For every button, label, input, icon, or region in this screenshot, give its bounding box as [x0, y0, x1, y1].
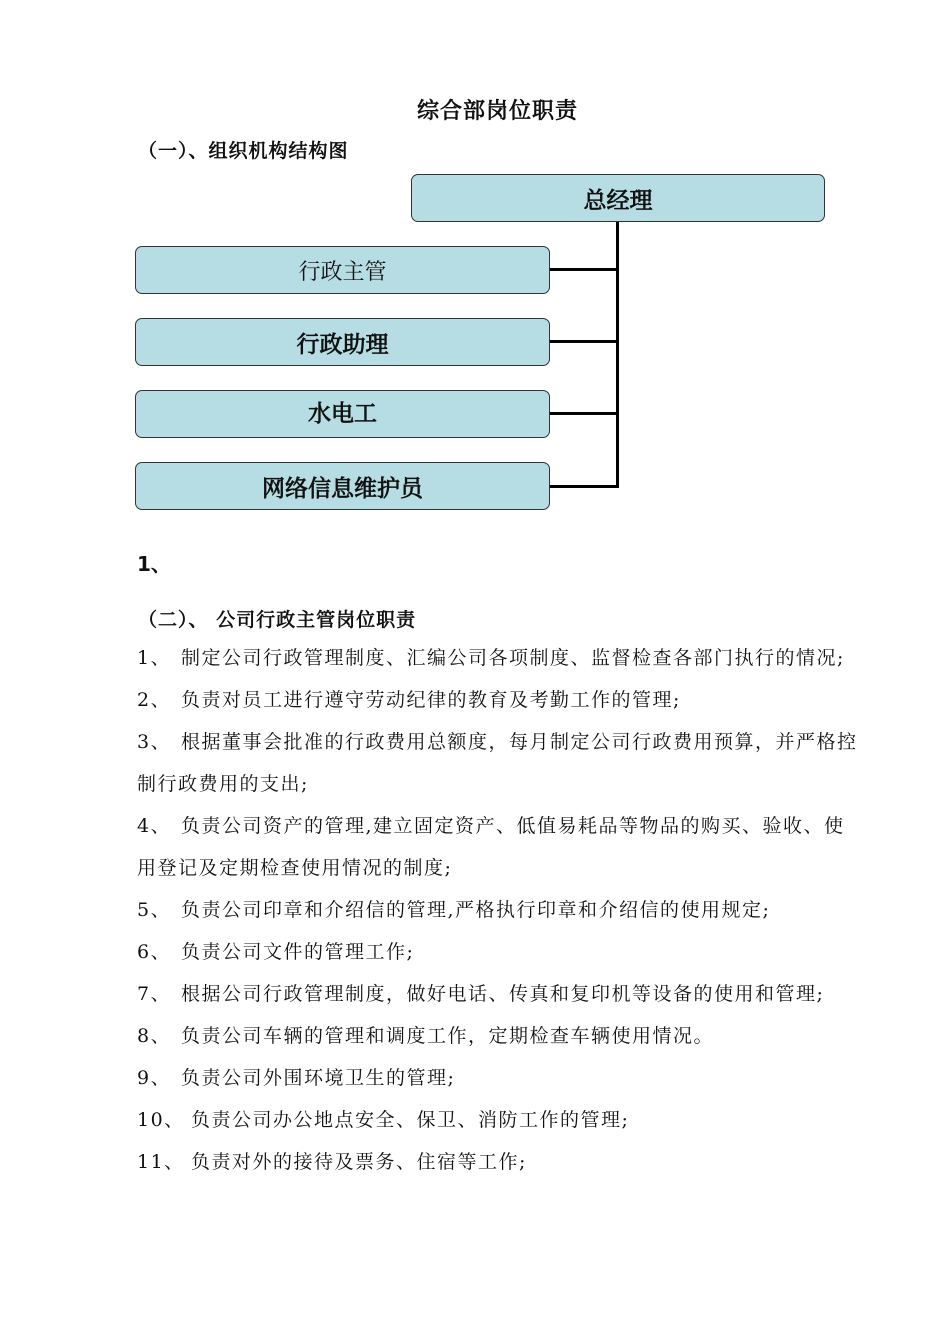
org-connector-vertical [616, 222, 619, 488]
item-text: 负责公司印章和介绍信的管理,严格执行印章和介绍信的使用规定; [181, 899, 771, 921]
item-text: 负责公司车辆的管理和调度工作，定期检查车辆使用情况。 [181, 1025, 715, 1047]
list-item [137, 1141, 861, 1183]
org-connector-3 [550, 412, 618, 415]
list-item [137, 889, 861, 931]
item-number: 2、 [137, 689, 172, 711]
item-text: 根据公司行政管理制度，做好电话、传真和复印机等设备的使用和管理; [181, 983, 825, 1005]
item-text: 负责公司文件的管理工作; [181, 941, 415, 963]
section-heading-org-chart: （一）、组织机构结构图 [138, 140, 349, 162]
org-node-admin-supervisor: 行政主管 [135, 246, 550, 294]
section-heading-admin-duties: （二）、 公司行政主管岗位职责 [138, 609, 417, 631]
org-connector-1 [550, 268, 618, 271]
org-node-electrician: 水电工 [135, 390, 550, 438]
item-number: 9、 [137, 1067, 172, 1089]
list-item [137, 1099, 861, 1141]
list-item [137, 679, 861, 721]
item-text: 负责公司外围环境卫生的管理; [181, 1067, 456, 1089]
item-text: 负责公司办公地点安全、保卫、消防工作的管理; [191, 1109, 630, 1131]
org-connector-4 [550, 485, 618, 488]
list-item [137, 973, 861, 1015]
item-text: 负责公司资产的管理,建立固定资产、低值易耗品等物品的购买、验收、使用登记及定期检查使用情况的制度; [137, 815, 845, 879]
org-node-admin-assistant: 行政助理 [135, 318, 550, 366]
item-number: 1、 [137, 647, 172, 669]
duty-list [137, 637, 861, 1183]
item-text: 根据董事会批准的行政费用总额度，每月制定公司行政费用预算，并严格控制行政费用的支出; [137, 731, 858, 795]
org-connector-2 [550, 340, 618, 343]
item-text: 制定公司行政管理制度、汇编公司各项制度、监督检查各部门执行的情况; [181, 647, 845, 669]
list-item [137, 721, 861, 805]
item-number: 7、 [137, 983, 172, 1005]
item-number: 4、 [137, 815, 172, 837]
item-number: 10、 [137, 1109, 185, 1131]
item-number: 11、 [137, 1151, 185, 1173]
list-item [137, 1057, 861, 1099]
list-item [137, 805, 861, 889]
item-number: 3、 [137, 731, 172, 753]
item-number: 6、 [137, 941, 172, 963]
org-node-network-maintainer: 网络信息维护员 [135, 462, 550, 510]
numbered-heading: 1、 [137, 552, 171, 576]
item-text: 负责对外的接待及票务、住宿等工作; [191, 1151, 527, 1173]
list-item [137, 1015, 861, 1057]
item-number: 5、 [137, 899, 172, 921]
item-text: 负责对员工进行遵守劳动纪律的教育及考勤工作的管理; [181, 689, 681, 711]
item-number: 8、 [137, 1025, 172, 1047]
page-title: 综合部岗位职责 [416, 99, 578, 124]
org-node-general-manager: 总经理 [411, 174, 825, 222]
list-item [137, 931, 861, 973]
list-item [137, 637, 861, 679]
